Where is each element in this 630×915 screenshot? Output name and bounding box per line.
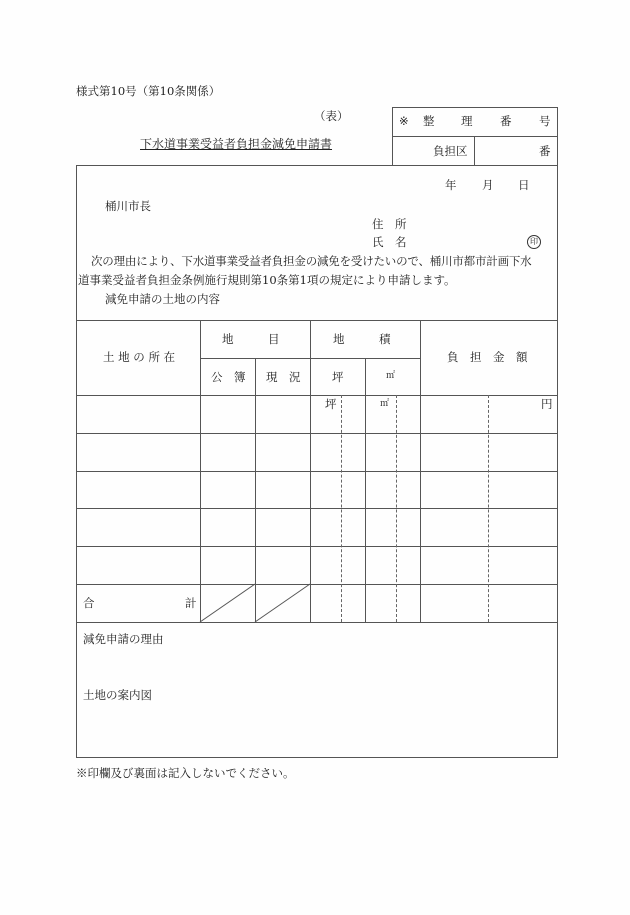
total-label-left: 合 [83,596,95,610]
form-number: 様式第10号（第10条関係） [76,84,221,98]
header-category-actual: 現 況 [266,370,301,384]
reg-char-3: 番 [500,114,512,128]
reg-char-4: 号 [539,114,551,128]
number-suffix: 番 [539,144,551,158]
header-amount: 負 担 金 額 [447,350,528,364]
unit-yen: 円 [541,397,553,411]
slash-actual [255,584,310,622]
total-label-right: 計 [185,596,197,610]
body-text-line1: 次の理由により、下水道事業受益者負担金の減免を受けたいので、桶川市都市計画下水 [91,254,532,268]
unit-sqm: ㎡ [380,399,390,409]
slash-registry [200,584,255,622]
form-title: 下水道事業受益者負担金減免申請書 [140,137,333,151]
seal-char: 印 [530,237,538,246]
unit-tsubo: 坪 [325,397,337,411]
header-category-registry: 公 簿 [211,370,246,384]
address-label: 住 所 [372,217,407,231]
office-mark: ※ [399,114,409,128]
reg-char-2: 理 [461,114,473,128]
side-label: （表） [314,109,349,123]
header-area-sqm: ㎡ [386,371,396,381]
reason-label: 減免申請の理由 [83,632,164,646]
body-text-line2: 道事業受益者負担金条例施行規則第10条第1項の規定により申請します。 [78,273,456,287]
district-label: 負担区 [433,144,468,158]
addressee: 桶川市長 [105,199,151,213]
footnote: ※印欄及び裏面は記入しないでください。 [76,766,295,780]
name-label: 氏 名 [372,235,407,249]
header-location: 土 地 の 所 在 [103,350,176,364]
date-year: 年 [445,178,457,192]
header-area-tsubo: 坪 [332,370,344,384]
reg-char-1: 整 [423,114,435,128]
header-area: 地 積 [333,332,391,346]
land-details-label: 減免申請の土地の内容 [105,292,220,306]
map-label: 土地の案内図 [83,688,152,702]
date-month: 月 [482,178,494,192]
header-category: 地 目 [222,332,280,346]
date-day: 日 [518,178,530,192]
